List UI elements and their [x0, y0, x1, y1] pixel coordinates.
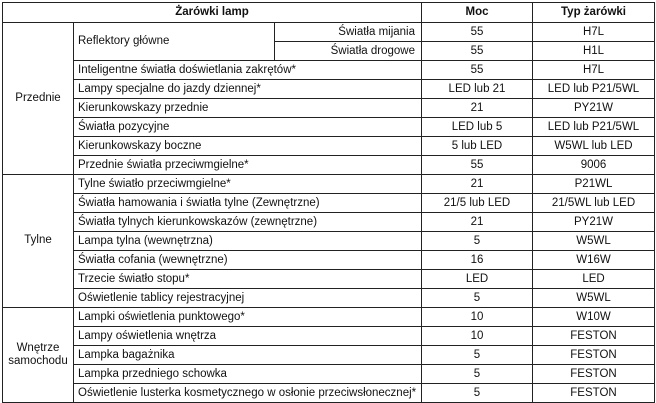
lamp-power: 10 — [422, 327, 533, 346]
lamp-bulb-type: H7L — [533, 61, 655, 80]
table-row — [3, 118, 655, 137]
lamp-name: Lampka przedniego schowka — [74, 365, 422, 384]
table-row — [3, 365, 655, 384]
lamp-power: 5 — [422, 365, 533, 384]
table-row — [3, 327, 655, 346]
lamp-name: Kierunkowskazy przednie — [74, 99, 422, 118]
lamp-bulb-type: PY21W — [533, 213, 655, 232]
lamp-power: 21/5 lub LED — [422, 194, 533, 213]
lamp-power: 5 — [422, 289, 533, 308]
table-row — [3, 175, 655, 194]
table-row — [3, 99, 655, 118]
lamp-name: Światła cofania (wewnętrzne) — [74, 251, 422, 270]
lamp-name: Lampa tylna (wewnętrzna) — [74, 232, 422, 251]
lamp-bulb-type: W5WL lub LED — [533, 137, 655, 156]
lamp-bulb-type: LED lub P21/5WL — [533, 118, 655, 137]
lamp-name: Trzecie światło stopu* — [74, 270, 422, 289]
group-label-interior: Wnętrze samochodu — [3, 308, 74, 403]
table-row — [3, 23, 655, 42]
lamp-bulb-type: H7L — [533, 23, 655, 42]
lamp-name: Lampy oświetlenia wnętrza — [74, 327, 422, 346]
table-row — [3, 80, 655, 99]
table-header-row — [3, 3, 655, 23]
table-row — [3, 308, 655, 327]
lamp-name: Światła hamowania i światła tylne (Zewnętrzne) — [74, 194, 422, 213]
lamp-name: Lampka bagażnika — [74, 346, 422, 365]
lamp-name: Oświetlenie tablicy rejestracyjnej — [74, 289, 422, 308]
table-row — [3, 213, 655, 232]
lamp-name: Lampy specjalne do jazdy dziennej* — [74, 80, 422, 99]
lamp-power: 5 lub LED — [422, 137, 533, 156]
lamp-name: Oświetlenie lusterka kosmetycznego w osłonie przeciwsłonecznej* — [74, 384, 422, 403]
lamp-bulb-type: FESTON — [533, 384, 655, 403]
header-power: Moc — [422, 3, 533, 23]
table-row — [3, 137, 655, 156]
lamp-power: LED lub 21 — [422, 80, 533, 99]
lamp-power: 55 — [422, 156, 533, 175]
table-row — [3, 346, 655, 365]
table-row — [3, 289, 655, 308]
lamp-name: Światła tylnych kierunkowskazów (zewnętrzne) — [74, 213, 422, 232]
lamp-bulb-type: 21/5WL lub LED — [533, 194, 655, 213]
lamp-bulb-type: P21WL — [533, 175, 655, 194]
lamp-power: 55 — [422, 42, 533, 61]
lamp-power: 5 — [422, 346, 533, 365]
table-row — [3, 270, 655, 289]
lamp-name: Tylne światło przeciwmgielne* — [74, 175, 422, 194]
lamp-name: Kierunkowskazy boczne — [74, 137, 422, 156]
group-label-rear: Tylne — [3, 175, 74, 308]
table-row — [3, 61, 655, 80]
lamp-bulb-type: LED — [533, 270, 655, 289]
lamp-bulb-type: W10W — [533, 308, 655, 327]
table-row — [3, 232, 655, 251]
lamp-power: 16 — [422, 251, 533, 270]
lamp-bulb-type: FESTON — [533, 327, 655, 346]
lamp-power: 21 — [422, 175, 533, 194]
lamp-bulb-type: W5WL — [533, 289, 655, 308]
lamp-bulb-type: LED lub P21/5WL — [533, 80, 655, 99]
lamp-power: 21 — [422, 213, 533, 232]
lamp-name: Przednie światła przeciwmgielne* — [74, 156, 422, 175]
table-row — [3, 194, 655, 213]
lamp-power: 55 — [422, 61, 533, 80]
header-lamp-name: Żarówki lamp — [3, 3, 422, 23]
lamp-power: 5 — [422, 232, 533, 251]
lamp-name: Reflektory główne — [74, 23, 275, 61]
table-row — [3, 384, 655, 403]
lamp-name: Światła pozycyjne — [74, 118, 422, 137]
lamp-power: 5 — [422, 384, 533, 403]
lamp-bulb-type: W16W — [533, 251, 655, 270]
lamp-bulb-type: W5WL — [533, 232, 655, 251]
lamp-power: 21 — [422, 99, 533, 118]
lamp-bulb-type: FESTON — [533, 365, 655, 384]
lamp-subtype: Światła mijania — [275, 23, 422, 42]
lamp-power: 10 — [422, 308, 533, 327]
lamp-bulb-type: FESTON — [533, 346, 655, 365]
lamp-name: Lampki oświetlenia punktowego* — [74, 308, 422, 327]
table-row — [3, 251, 655, 270]
lamp-power: LED — [422, 270, 533, 289]
bulb-table — [2, 2, 655, 403]
lamp-subtype: Światła drogowe — [275, 42, 422, 61]
lamp-power: 55 — [422, 23, 533, 42]
header-bulb-type: Typ żarówki — [533, 3, 655, 23]
lamp-bulb-type: 9006 — [533, 156, 655, 175]
lamp-bulb-type: H1L — [533, 42, 655, 61]
table-row — [3, 156, 655, 175]
lamp-power: LED lub 5 — [422, 118, 533, 137]
lamp-bulb-type: PY21W — [533, 99, 655, 118]
group-label-front: Przednie — [3, 23, 74, 175]
lamp-name: Inteligentne światła doświetlania zakrętów* — [74, 61, 422, 80]
